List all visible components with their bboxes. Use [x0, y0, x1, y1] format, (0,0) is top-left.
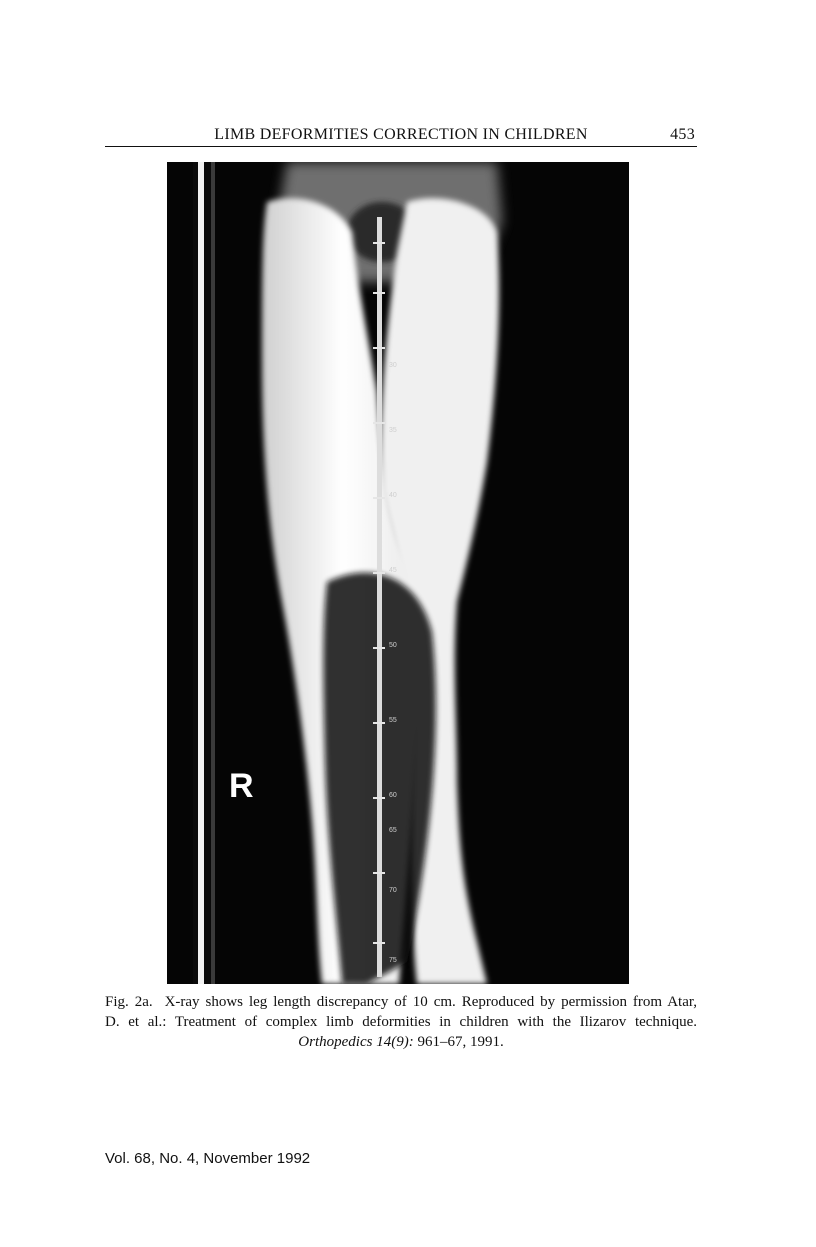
- ruler-label: 70: [389, 887, 397, 894]
- journal-footer: Vol. 68, No. 4, November 1992: [105, 1150, 311, 1167]
- caption-line-1: [105, 992, 697, 1012]
- side-marker: R: [229, 767, 254, 805]
- ruler-label: 50: [389, 642, 397, 649]
- running-head: [105, 126, 697, 147]
- caption-text-1: X-ray shows leg length discrepancy of 10 cm. Reproduced by permission from Atar,: [164, 994, 698, 1010]
- ruler-label: 30: [389, 362, 397, 369]
- xray-figure: [167, 162, 629, 984]
- ruler-label: 45: [389, 567, 397, 574]
- citation-pages: 961–67, 1991.: [417, 1034, 504, 1050]
- ruler-label: 35: [389, 427, 397, 434]
- ruler-label: 65: [389, 827, 397, 834]
- page-number: 453: [670, 126, 695, 143]
- ruler-label: 40: [389, 492, 397, 499]
- ruler-label: 75: [389, 957, 397, 964]
- measuring-strip: [198, 162, 204, 984]
- figure-caption: [105, 992, 697, 1052]
- ruler-label: 55: [389, 717, 397, 724]
- running-title: LIMB DEFORMITIES CORRECTION IN CHILDREN: [214, 126, 588, 143]
- figure-label: Fig. 2a.: [105, 994, 153, 1010]
- caption-line-2: D. et al.: Treatment of complex limb deformities in children with the Ilizarov technique.: [105, 1014, 697, 1030]
- ruler-label: 60: [389, 792, 397, 799]
- journal-citation: Orthopedics 14(9):: [298, 1034, 414, 1050]
- caption-line-3: [105, 1032, 697, 1052]
- xray-image: [167, 162, 629, 984]
